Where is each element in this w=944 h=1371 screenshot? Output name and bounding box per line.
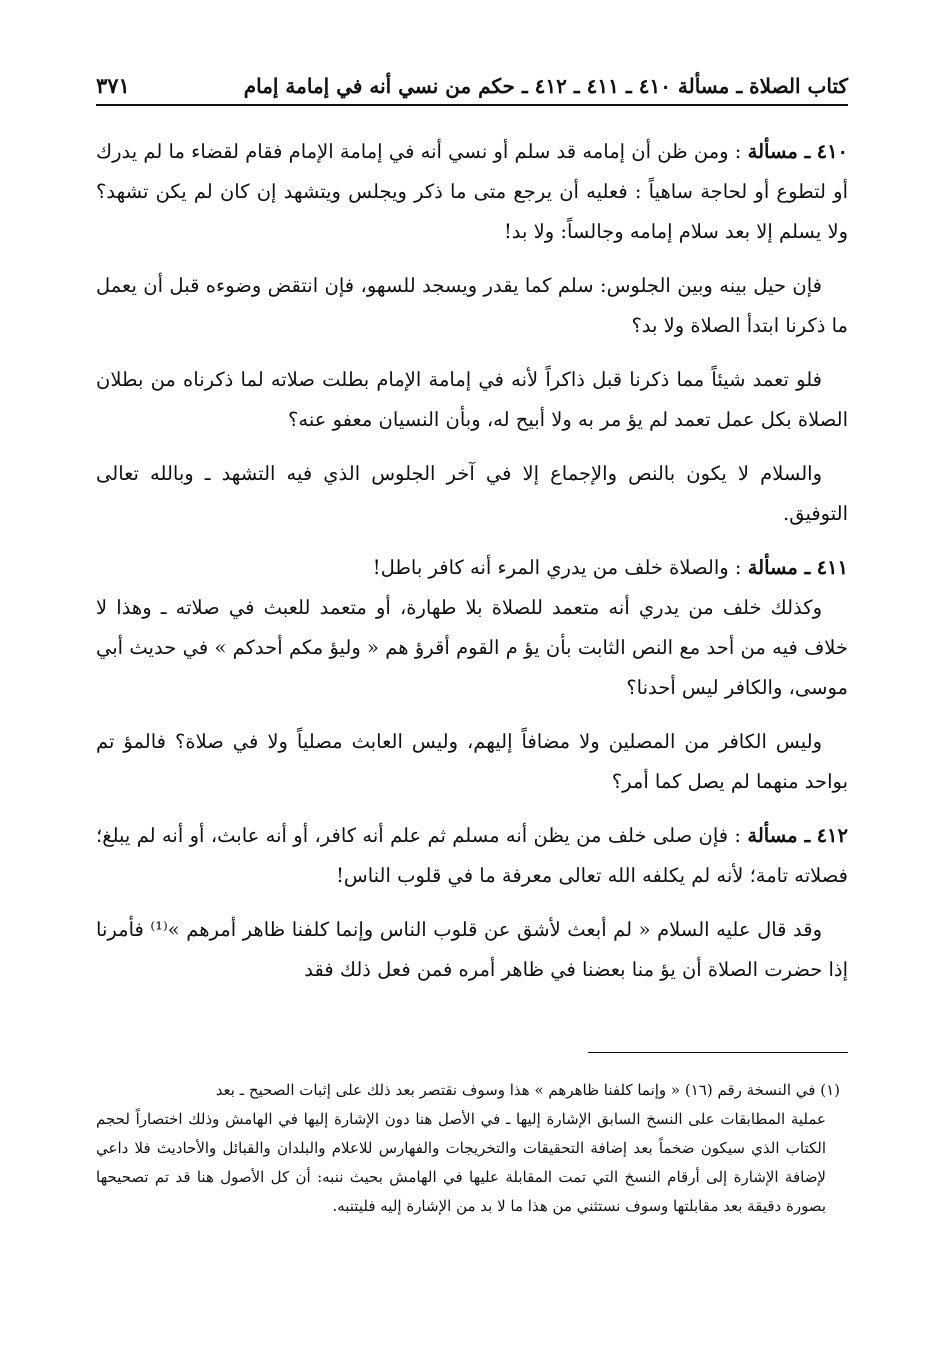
footnote-rule — [588, 1052, 848, 1053]
paragraph-text: والسلام لا يكون بالنص والإجماع إلا في آخر الجلوس الذي فيه التشهد ـ وبالله تعالى التوفيق. — [96, 462, 848, 525]
paragraph — [96, 266, 848, 346]
page-number: ٣٧١ — [96, 73, 130, 98]
issue-label: ـ مسألة — [747, 556, 811, 579]
issue-number: ٤١١ — [816, 556, 848, 579]
footnote-first-line: (١) في النسخة رقم (١٦) « وإنما كلفنا ظاهرهم » هذا وسوف نقتصر بعد ذلك على إثبات الصحيح ـ بعد — [215, 1081, 840, 1099]
issue-label: ـ مسألة — [747, 140, 811, 163]
issue-label: ـ مسألة — [747, 824, 811, 847]
paragraph-text: وقد قال عليه السلام « لم أبعث لأشق عن قلوب الناس وإنما كلفنا ظاهر أمرهم »⁽¹⁾ فأمرنا إذا حضرت الصلاة أن يؤ منا بعضنا في ظاهر أمره فمن فعل ذلك فقد — [96, 918, 848, 981]
paragraph — [96, 910, 848, 990]
paragraph — [96, 588, 848, 708]
paragraph — [96, 722, 848, 802]
paragraph — [96, 454, 848, 534]
paragraph-text: فلو تعمد شيئاً مما ذكرنا قبل ذاكراً لأنه في إمامة الإمام بطلت صلاته لما ذكرناه من بطلان الصلاة بكل عمل تعمد لم يؤ مر به ولا أبيح له، وبأن النسيان معفو عنه؟ — [96, 368, 848, 431]
paragraph-text: وليس الكافر من المصلين ولا مضافاً إليهم، وليس العابث مصلياً ولا في صلاة؟ فالمؤ تم بواحد منهما لم يصل كما أمر؟ — [96, 730, 848, 793]
paragraph-text: : فإن صلى خلف من يظن أنه مسلم ثم علم أنه كافر، أو أنه عابث، أو أنه لم يبلغ؛ فصلاته تامة؛ لأنه لم يكلفه الله تعالى معرفة ما في قلوب الناس! — [96, 824, 848, 887]
paragraph-text: : ومن ظن أن إمامه قد سلم أو نسي أنه في إمامة الإمام فقام لقضاء ما لم يدرك أو لتطوع أو لحاجة ساهياً : فعليه أن يرجع متى ما ذكر ويجلس ويتشهد إن كان لم يكن تشهد؟ ولا يسلم إلا بعد سلام إمامه وجالساً: ولا بد! — [96, 140, 848, 243]
paragraph-411 — [96, 548, 848, 588]
paragraph-text: : والصلاة خلف من يدري المرء أنه كافر باطل! — [372, 556, 742, 579]
paragraph-text: فإن حيل بينه وبين الجلوس: سلم كما يقدر ويسجد للسهو، فإن انتقض وضوءه قبل أن يعمل ما ذكرنا ابتدأ الصلاة ولا بد؟ — [96, 274, 848, 337]
running-header — [96, 58, 848, 98]
header-rule — [96, 104, 848, 106]
issue-number: ٤١٢ — [816, 824, 848, 847]
main-text — [96, 132, 848, 1004]
paragraph-412 — [96, 816, 848, 896]
header-title: كتاب الصلاة ـ مسألة ٤١٠ ـ ٤١١ ـ ٤١٢ ـ حكم من نسي أنه في إمامة إمام — [243, 74, 848, 98]
footnote — [96, 1076, 848, 1221]
paragraph — [96, 360, 848, 440]
issue-number: ٤١٠ — [816, 140, 849, 163]
footnote-text: عملية المطابقات على النسخ السابق الإشارة إليها ـ في الأصل هنا دون الإشارة إليها في الهامش وذلك اختصاراً لحجم الكتاب الذي سيكون ضخماً بعد إضافة التحقيقات والتخريجات والفهارس للاعلام والبلدان والقبائل والأحاديث فلا داعي لإضافة الإشارة إلى أرقام النسخ التي تمت المقابلة عليها في الهامش بحيث ننبه: أن كل الأصول هنا قد تم تصحيحها بصورة دقيقة بعد مقابلتها وسوف نستثني من هذا ما لا بد من الإشارة إليه فليتنبه. — [96, 1110, 826, 1215]
paragraph-text: وكذلك خلف من يدري أنه متعمد للصلاة بلا طهارة، أو متعمد للعبث في صلاته ـ وهذا لا خلاف فيه من أحد مع النص الثابت بأن يؤ م القوم أقرؤ هم « وليؤ مكم أحدكم » في حديث أبي موسى، والكافر ليس أحدنا؟ — [96, 596, 848, 699]
paragraph-410 — [96, 132, 848, 252]
